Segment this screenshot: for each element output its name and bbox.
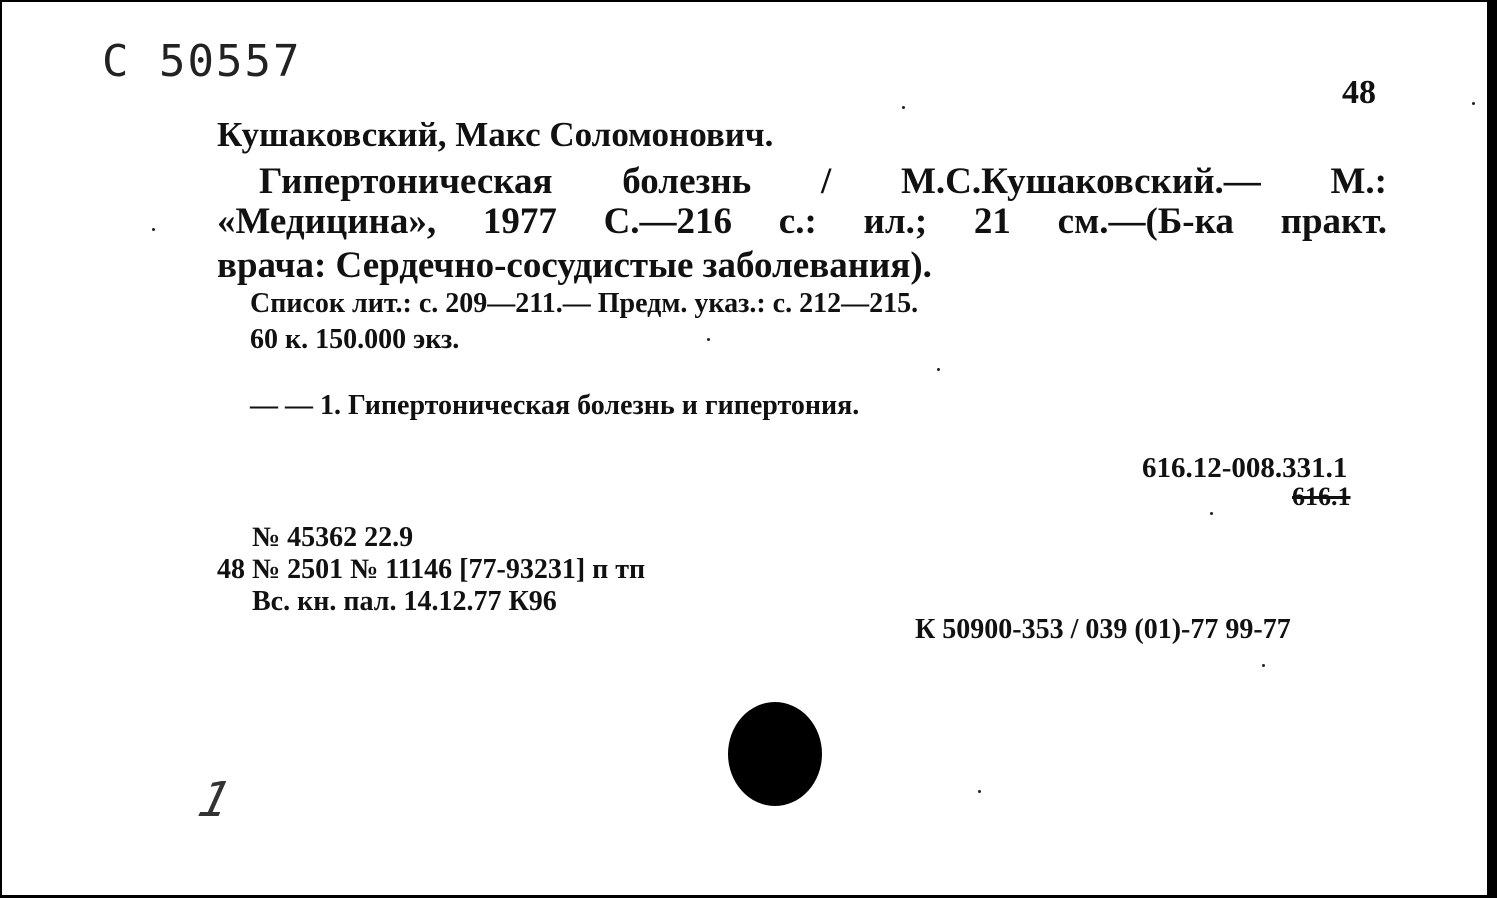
- punch-hole: [728, 702, 822, 806]
- author-heading: Кушаковский, Макс Соломонович.: [217, 115, 774, 154]
- bibliography-note: Список лит.: с. 209—211.— Предм. указ.: с. 212—215.: [250, 288, 919, 319]
- accession-line-1: № 45362 22.9: [252, 522, 414, 553]
- udc-code: 616.12-008.331.1: [1142, 452, 1348, 484]
- speck: [1472, 102, 1475, 105]
- handwritten-mark: 1: [193, 772, 238, 828]
- speck: [902, 106, 905, 109]
- description-line-2: «Медицина», 1977 С.—216 с.: ил.; 21 см.—(Б-ка практ.: [217, 201, 1387, 242]
- description-line-1: Гипертоническая болезнь / М.С.Кушаковский.— М.:: [259, 161, 1387, 202]
- shelf-mark: C 50557: [102, 36, 302, 87]
- catalog-card: [2, 2, 1491, 895]
- page-number: 48: [1342, 74, 1376, 111]
- subject-heading: — — 1. Гипертоническая болезнь и гипертония.: [250, 390, 860, 421]
- accession-line-2: 48 № 2501 № 11146 [77-93231] п тп: [217, 554, 646, 585]
- speck: [937, 368, 940, 371]
- speck: [978, 790, 981, 793]
- price-print-run-note: 60 к. 150.000 экз.: [250, 324, 460, 355]
- speck: [152, 228, 155, 231]
- speck: [1210, 512, 1213, 515]
- description-line-3: врача: Сердечно-сосудистые заболевания).: [217, 245, 932, 286]
- accession-line-3: Вс. кн. пал. 14.12.77 К96: [252, 586, 557, 617]
- speck: [1262, 664, 1265, 667]
- speck: [707, 338, 710, 341]
- udc-code-crossed: 616.1: [1292, 482, 1351, 511]
- order-code: К 50900-353 / 039 (01)-77 99-77: [915, 614, 1291, 645]
